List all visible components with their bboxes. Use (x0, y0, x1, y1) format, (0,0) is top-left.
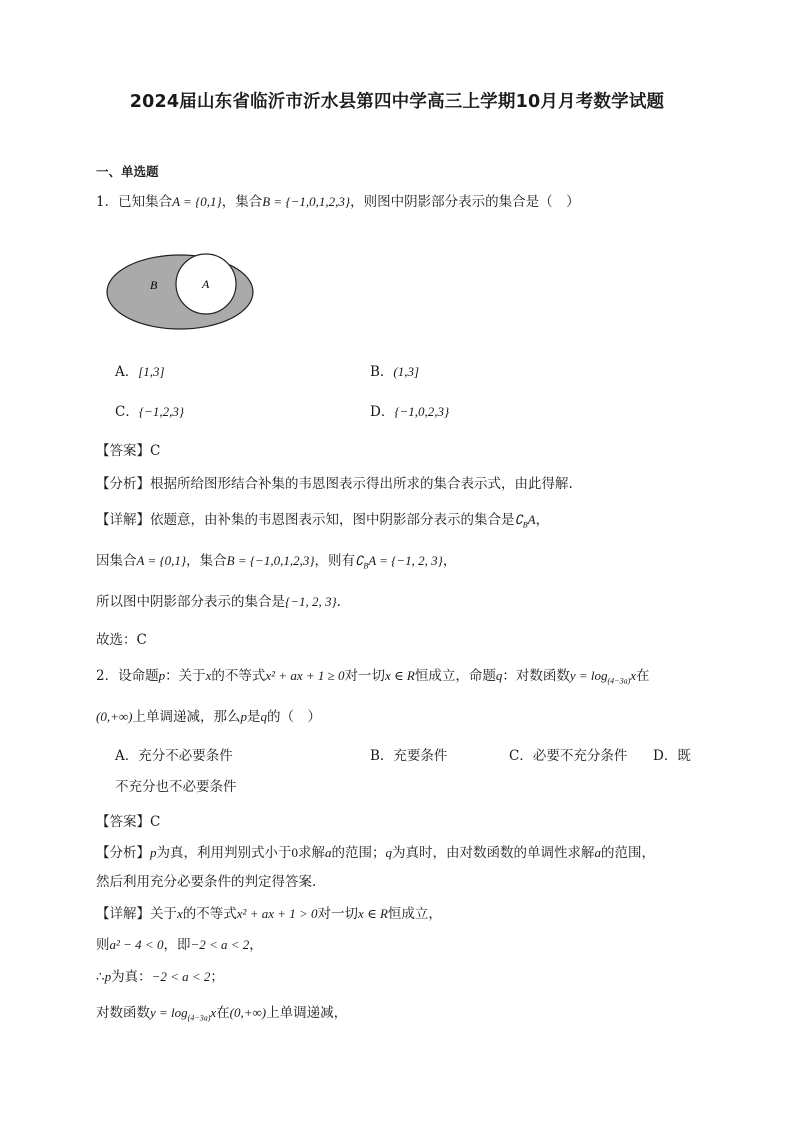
q1-detail-line-2: 因集合A = {0,1}，集合B = {−1,0,1,2,3}，则有$∁_BA = \{-1$, 2, 3}， (96, 553, 457, 571)
q1-answer: 【答案】C (96, 443, 161, 459)
q1-detail-line-3: 所以图中阴影部分表示的集合是{−1, 2, 3}. (96, 594, 341, 610)
q1-choice: 故选：C (96, 632, 147, 648)
q2-option-b[interactable]: B．充要条件 (370, 748, 448, 764)
q2-analysis-line-2: 然后利用充分必要条件的判定得答案. (96, 874, 317, 890)
q2-detail-line-4: 对数函数$y = \log_{(4-3a)}x$在(0,+∞)上单调递减， (96, 1005, 348, 1023)
q1-option-a[interactable]: A．[1,3] (115, 364, 165, 380)
venn-label-a: A (202, 277, 210, 291)
q2-option-c[interactable]: C．必要不充分条件 (509, 748, 628, 764)
q1-option-d[interactable]: D．{−1,0,2,3} (370, 404, 450, 420)
q1-stem: 1．已知集合A = {0,1}，集合B = {−1,0,1,2,3}，则图中阴影部分表示的集合是（ ） (96, 194, 580, 210)
q2-detail-line-3: ∴p为真：−2 < a < 2； (96, 969, 224, 985)
section-heading: 一、单选题 (96, 164, 159, 179)
venn-diagram (100, 252, 260, 332)
q1-detail-line-1: 【详解】依题意，由补集的韦恩图表示知，图中阴影部分表示的集合是$∁_BA$， (96, 512, 550, 530)
q2-stem-line-1: 2．设命题p：关于x的不等式x² + ax + 1 ≥ 0对一切x ∈ R恒成立，命题q：对数函数$y = \log_{(4-3a)}x$在 (96, 668, 650, 686)
q2-detail-line-2: 则a² − 4 < 0，即−2 < a < 2， (96, 937, 263, 953)
q2-stem-line-2: (0,+∞)上单调递减，那么p是q的（ ） (96, 709, 321, 725)
q1-analysis: 【分析】根据所给图形结合补集的韦恩图表示得出所求的集合表示式，由此得解. (96, 476, 573, 492)
q2-option-a[interactable]: A．充分不必要条件 (115, 748, 233, 764)
q2-analysis-line-1: 【分析】p为真，利用判别式小于0求解a的范围；q为真时，由对数函数的单调性求解a的范围， (96, 845, 655, 861)
q2-option-d[interactable]: D．既 (653, 748, 691, 764)
q2-answer: 【答案】C (96, 814, 161, 830)
q2-detail-line-1: 【详解】关于x的不等式x² + ax + 1 > 0对一切x ∈ R恒成立， (96, 906, 442, 922)
q1-option-c[interactable]: C．{−1,2,3} (115, 404, 185, 420)
venn-label-b: B (150, 278, 158, 292)
q1-option-b[interactable]: B．(1,3] (370, 364, 420, 380)
document-title: 2024届山东省临沂市沂水县第四中学高三上学期10月月考数学试题 (129, 92, 665, 112)
q2-option-d-continued: 不充分也不必要条件 (115, 779, 237, 795)
